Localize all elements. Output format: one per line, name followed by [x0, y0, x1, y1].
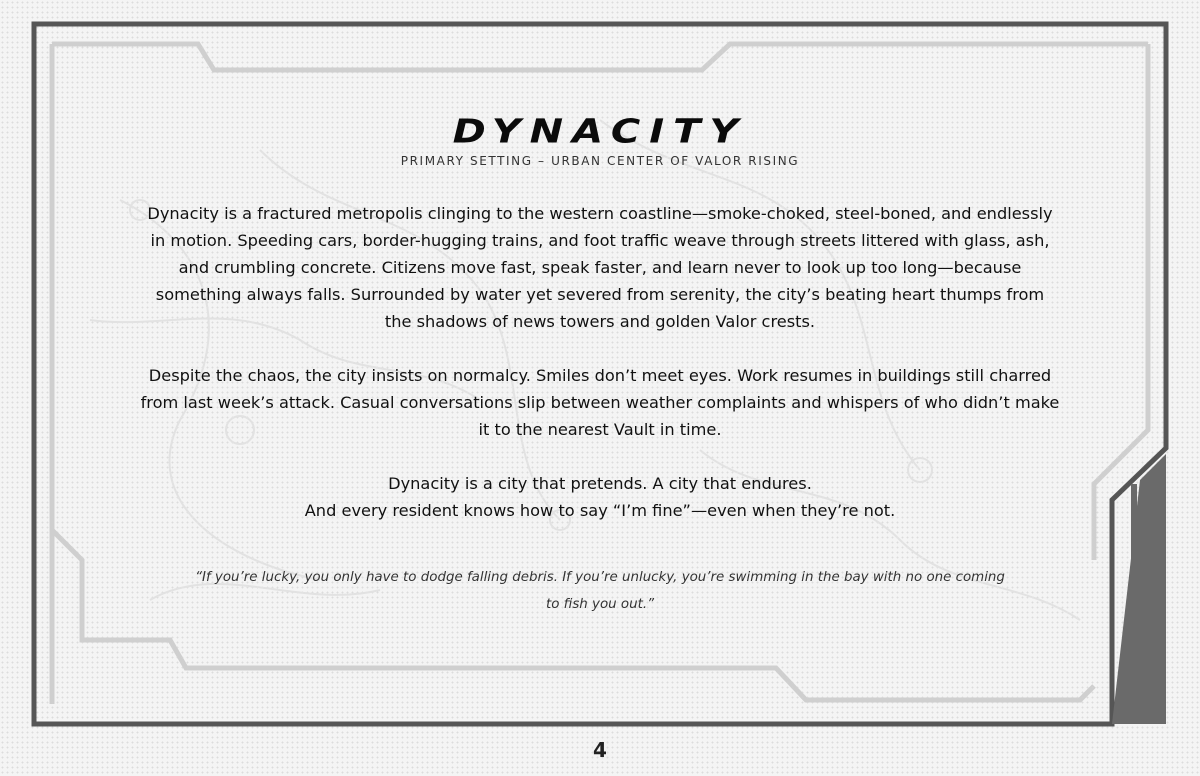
inner-frame-top — [52, 44, 1148, 70]
content-area — [100, 110, 1100, 618]
body-paragraph-1: Dynacity is a fractured metropolis clinging to the western coastline—smoke-choked, steel-boned, and endlessly in motion. Speeding cars, border-hugging trains, and foot traffic weave through streets littered with glass, ash, and crumbling concrete. Citizens move fast, speak faster, and learn never to look up too long—because something always falls. Surrounded by water yet severed from serenity, the city’s beating heart thumps from the shadows of news towers and golden Valor crests. — [147, 204, 1053, 331]
body-paragraph-2: Despite the chaos, the city insists on normalcy. Smiles don’t meet eyes. Work resumes in buildings still charred from last week’s attack. Casual conversations slip between weather complaints and whispers of who didn’t make it to the nearest Vault in time. — [140, 366, 1060, 439]
page-subtitle: PRIMARY SETTING – URBAN CENTER OF VALOR RISING — [400, 154, 800, 168]
closing-block — [140, 470, 1060, 524]
pull-quote: “If you’re lucky, you only have to dodge falling debris. If you’re unlucky, you’re swimming in the bay with no one coming to fish you out.” — [195, 570, 1005, 612]
page-number: 4 — [593, 738, 607, 762]
page-title: DYNACITY — [452, 113, 748, 151]
closing-line-1: Dynacity is a city that pretends. A city that endures. — [388, 474, 812, 493]
closing-line-2: And every resident knows how to say “I’m fine”—even when they’re not. — [304, 501, 896, 520]
